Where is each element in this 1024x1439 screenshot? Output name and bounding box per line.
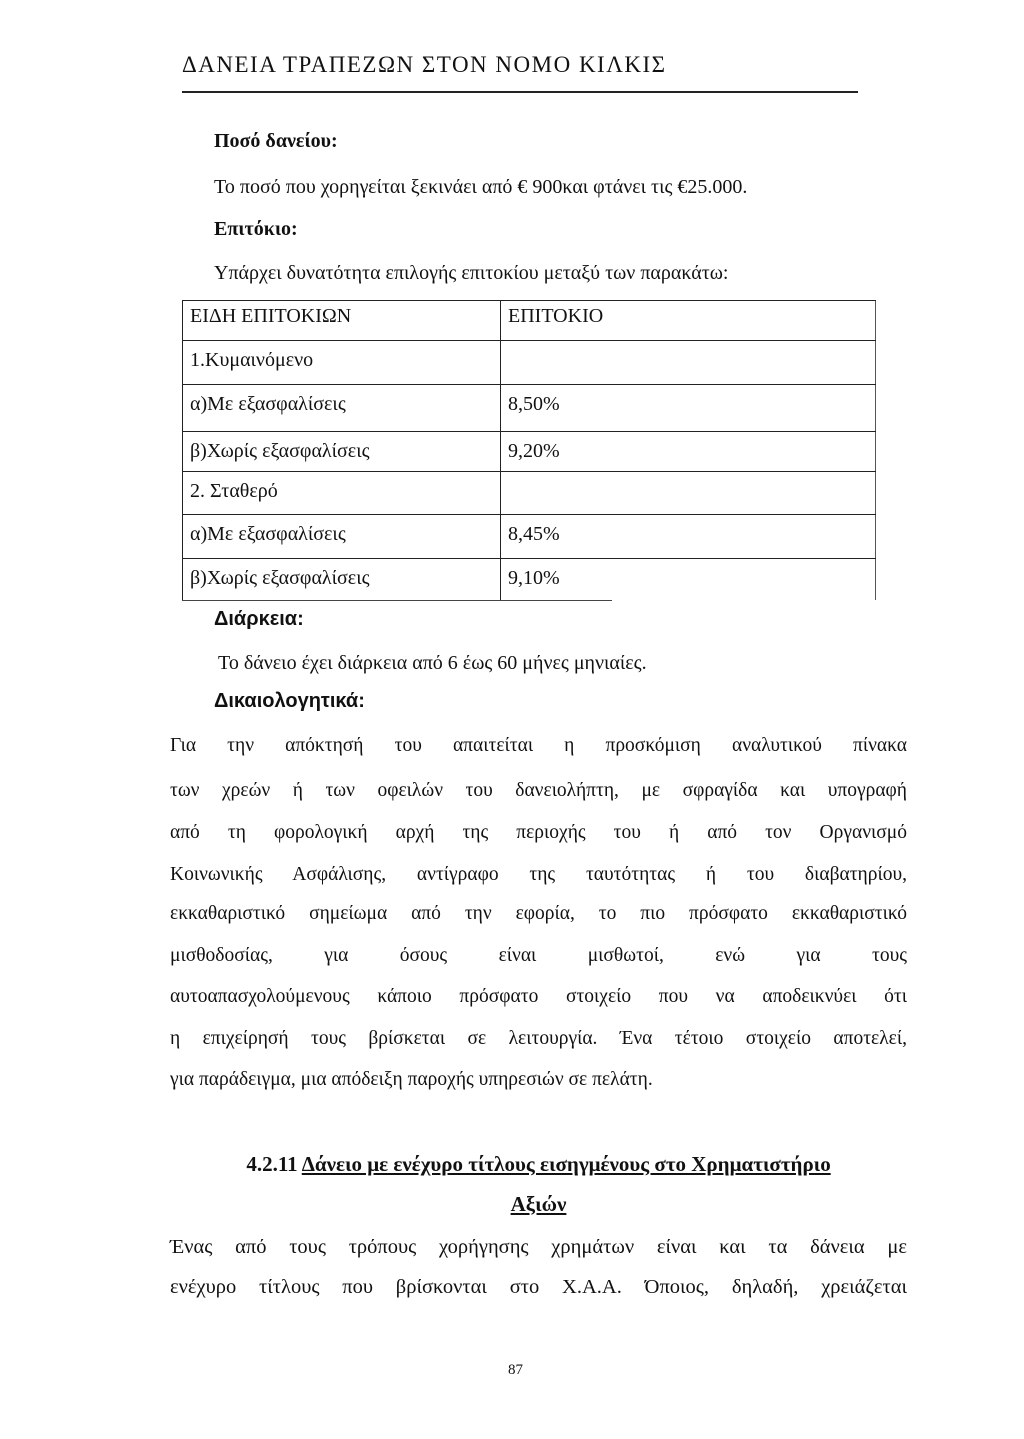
rate-type-cell: α)Με εξασφαλίσεις	[190, 393, 346, 415]
documents-heading: Δικαιολογητικά:	[214, 690, 365, 712]
header-rate-type: ΕΙΔΗ ΕΠΙΤΟΚΙΩΝ	[190, 305, 352, 327]
duration-text: Το δάνειο έχει διάρκεια από 6 έως 60 μήνες μηνιαίες.	[218, 652, 647, 674]
section-title-line2: Αξιών	[510, 1192, 567, 1216]
documents-paragraph-line: μισθοδοσίας, για όσους είναι μισθωτοί, ενώ για τους	[170, 945, 907, 966]
loan-amount-heading: Ποσό δανείου:	[214, 130, 338, 152]
documents-paragraph-line: Για την απόκτησή του απαιτείται η προσκόμιση αναλυτικού πίνακα	[170, 735, 907, 756]
rate-type-cell: β)Χωρίς εξασφαλίσεις	[190, 567, 370, 589]
interest-heading: Επιτόκιο:	[214, 218, 298, 240]
documents-paragraph-last-line: για παράδειγμα, μια απόδειξη παροχής υπηρεσιών σε πελάτη.	[170, 1069, 653, 1090]
running-header: ΔΑΝΕΙΑ ΤΡΑΠΕΖΩΝ ΣΤΟΝ ΝΟΜΟ ΚΙΛΚΙΣ	[182, 52, 667, 77]
rate-type-cell: 1.Κυμαινόμενο	[190, 349, 314, 371]
rate-type-cell: α)Με εξασφαλίσεις	[190, 523, 346, 545]
section-paragraph-line: ενέχυρο τίτλους που βρίσκονται στο Χ.Α.Α. Όποιος, δηλαδή, χρειάζεται	[170, 1276, 907, 1298]
table-bottom-border	[182, 600, 612, 601]
documents-paragraph-line: εκκαθαριστικό σημείωμα από την εφορία, το πιο πρόσφατο εκκαθαριστικό	[170, 903, 907, 924]
table-header-row	[182, 300, 876, 341]
section-number: 4.2.11	[246, 1152, 298, 1176]
loan-amount-text: Το ποσό που χορηγείται ξεκινάει από € 900και φτάνει τις €25.000.	[214, 176, 748, 198]
documents-paragraph-line: από τη φορολογική αρχή της περιοχής του ή από τον Οργανισμό	[170, 822, 907, 843]
rate-cell: 8,45%	[508, 523, 560, 545]
interest-text: Υπάρχει δυνατότητα επιλογής επιτοκίου μεταξύ των παρακάτω:	[214, 262, 729, 284]
table-row	[182, 384, 876, 432]
page-number: 87	[508, 1362, 523, 1378]
table-row	[182, 471, 876, 515]
table-row	[182, 558, 876, 601]
duration-heading: Διάρκεια:	[214, 608, 304, 630]
section-title-line1: Δάνειο με ενέχυρο τίτλους εισηγμένους στο Χρηματιστήριο	[301, 1152, 831, 1176]
table-row	[182, 514, 876, 559]
documents-paragraph-line: αυτοαπασχολούμενους κάποιο πρόσφατο στοιχείο που να αποδεικνύει ότι	[170, 986, 907, 1007]
header-rate: ΕΠΙΤΟΚΙΟ	[508, 305, 604, 327]
rate-cell: 8,50%	[508, 393, 560, 415]
documents-paragraph-line: των χρεών ή των οφειλών του δανειολήπτη, με σφραγίδα και υπογραφή	[170, 780, 907, 801]
rate-cell: 9,20%	[508, 440, 560, 462]
table-row	[182, 340, 876, 385]
header-rule	[182, 91, 858, 93]
rate-type-cell: β)Χωρίς εξασφαλίσεις	[190, 440, 370, 462]
documents-paragraph-line: Κοινωνικής Ασφάλισης, αντίγραφο της ταυτότητας ή του διαβατηρίου,	[170, 864, 907, 885]
rate-cell: 9,10%	[508, 567, 560, 589]
section-paragraph-line: Ένας από τους τρόπους χορήγησης χρημάτων είναι και τα δάνεια με	[170, 1236, 907, 1258]
rate-type-cell: 2. Σταθερό	[190, 480, 278, 502]
documents-paragraph-line: η επιχείρησή τους βρίσκεται σε λειτουργία. Ένα τέτοιο στοιχείο αποτελεί,	[170, 1028, 907, 1049]
section-title	[170, 1152, 907, 1177]
